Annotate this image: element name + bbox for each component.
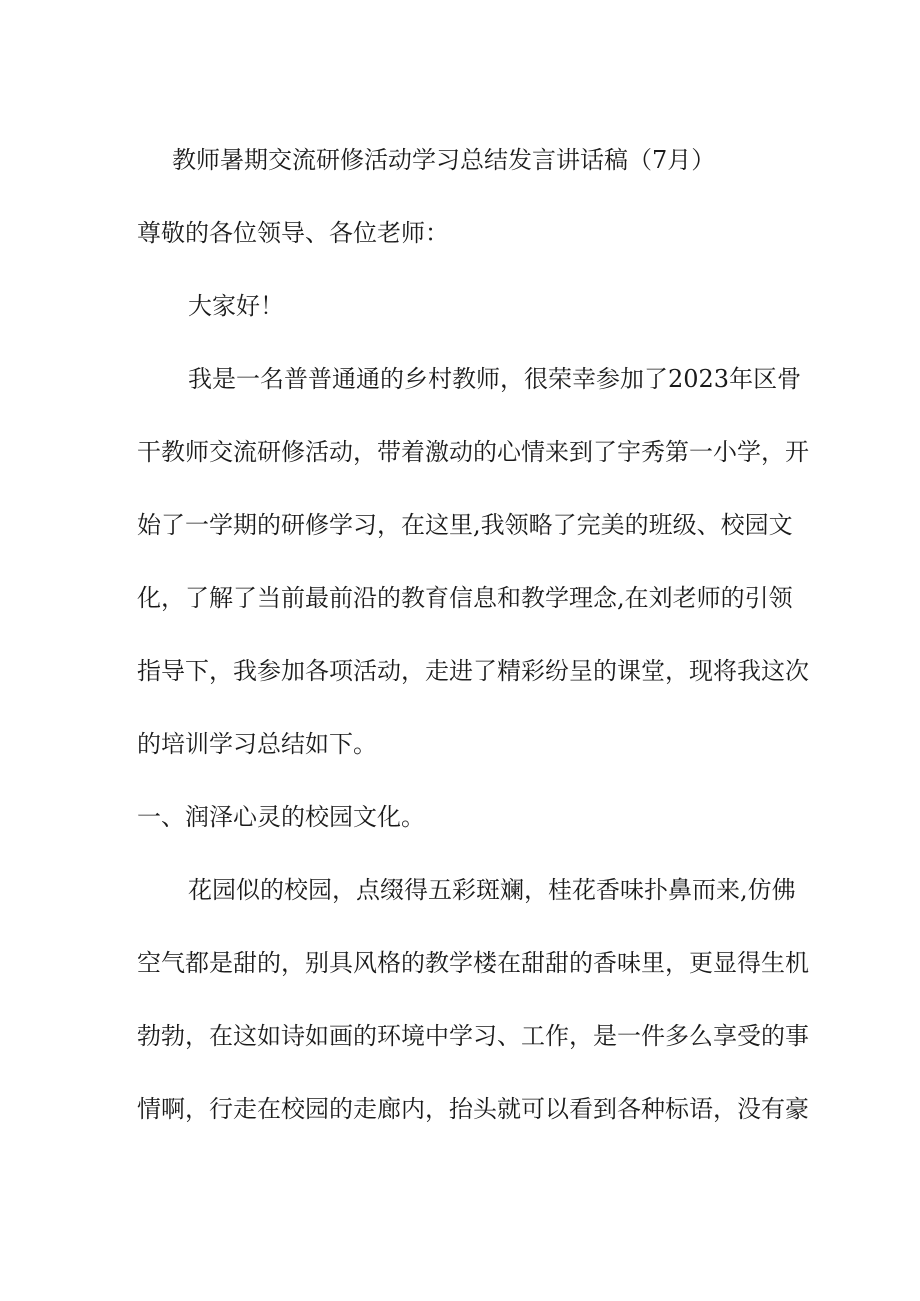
salutation: 尊敬的各位领导、各位老师： [137, 219, 449, 247]
paragraph-line: 情啊，行走在校园的走廊内，抬头就可以看到各种标语，没有豪 [137, 1095, 809, 1123]
paragraph-line: 勃勃，在这如诗如画的环境中学习、工作，是一件多么享受的事 [137, 1022, 809, 1050]
paragraph-line: 指导下，我参加各项活动，走进了精彩纷呈的课堂，现将我这次 [137, 657, 809, 685]
paragraph-line: 空气都是甜的，别具风格的教学楼在甜甜的香味里，更显得生机 [137, 949, 809, 977]
document-title: 教师暑期交流研修活动学习总结发言讲话稿（7月） [172, 146, 716, 174]
paragraph-line: 化，了解了当前最前沿的教育信息和教学理念,在刘老师的引领 [137, 584, 793, 612]
paragraph-line: 始了一学期的研修学习，在这里,我领略了完美的班级、校园文 [137, 511, 793, 539]
paragraph-line: 花园似的校园，点缀得五彩斑斓，桂花香味扑鼻而来,仿佛 [188, 876, 796, 904]
paragraph-line: 干教师交流研修活动，带着激动的心情来到了宇秀第一小学，开 [137, 438, 809, 466]
paragraph-line: 的培训学习总结如下。 [137, 730, 377, 758]
greeting: 大家好！ [188, 292, 284, 320]
section-heading: 一、润泽心灵的校园文化。 [137, 803, 425, 831]
paragraph-line: 我是一名普普通通的乡村教师，很荣幸参加了2023年区骨 [188, 365, 802, 393]
